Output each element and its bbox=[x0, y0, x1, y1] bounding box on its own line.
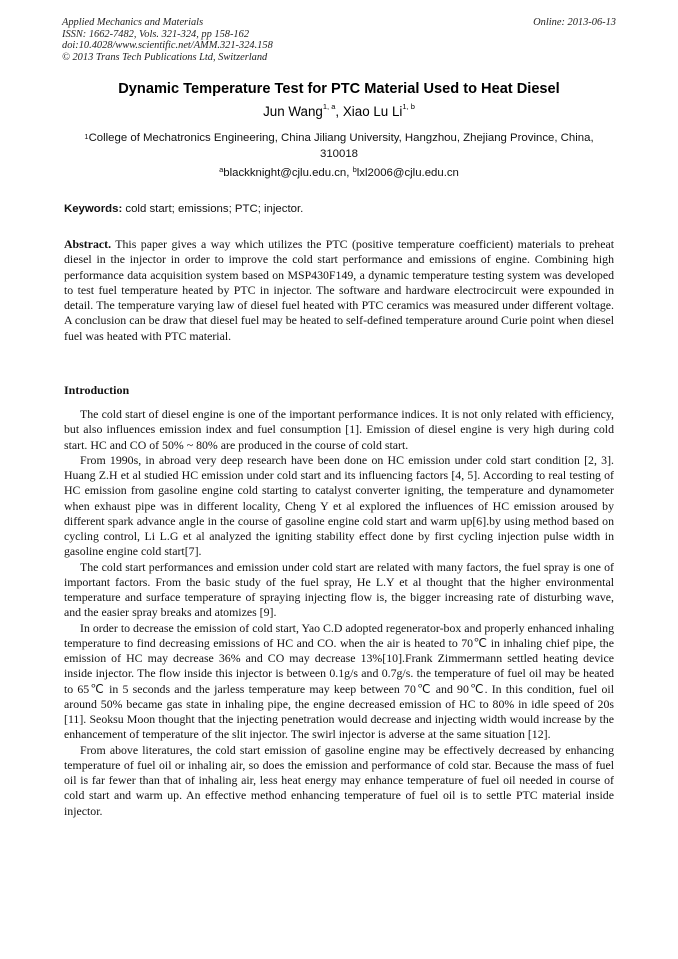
section-heading: Introduction bbox=[64, 383, 130, 397]
affiliation-text: College of Mechatronics Engineering, China Jiliang University, Hangzhou, Zhejiang Province, China, 310018 bbox=[88, 132, 594, 160]
keywords-text: cold start; emissions; PTC; injector. bbox=[122, 203, 304, 215]
email-link: lxl2006@cjlu.edu.cn bbox=[356, 167, 459, 179]
email-line bbox=[0, 167, 678, 179]
body-paragraph: In order to decrease the emission of cold start, Yao C.D adopted regenerator-box and properly enhanced inhaling temperature to find decreasing emissions of HC and CO. when the air is heated to 70℃ in inhaling chief pipe, the emission of HC may decrease 36% and CO may decrease 13%[10].Frank Zimmermann settled heating device inside injector. The flow inside this injector is between 0.1g/s and 0.7g/s. the temperature of fuel oil may be heated to 65℃ in 5 seconds and the jarless temperature may keep between 70℃ and 90℃. In this condition, fuel oil around 50% became gas state in inhaling pipe, the engine decreased emission of HC to 80% in idle speed of 20s [11]. Seoksu Moon thought that the injecting penetration would decrease and injecting width would increase by the enhancement of temperature of the slit injector. The swirl injector is adverse at the same situation [12]. bbox=[64, 620, 614, 742]
paper-title: Dynamic Temperature Test for PTC Material Used to Heat Diesel bbox=[118, 81, 560, 97]
journal-header bbox=[62, 17, 616, 63]
body-paragraph: From above literatures, the cold start emission of gasoline engine may be effectively decreased by enhancing temperature of fuel oil or inhaling air, so does the emission and performance of cold star. Because the mass of fuel oil is far fewer than that of inhaling air, less heat energy may enhance temperature of fuel oil needed in course of cold start and warm up. An effective method enhancing temperature of fuel oil is to settle PTC material inside injector. bbox=[64, 742, 614, 818]
email-superscript: b bbox=[352, 165, 357, 174]
author-separator: , bbox=[335, 104, 343, 119]
abstract-label: Abstract. bbox=[64, 237, 112, 251]
email-link: blackknight@cjlu.edu.cn, bbox=[223, 167, 353, 179]
introduction-body bbox=[64, 407, 614, 819]
author-name: Jun Wang bbox=[263, 104, 323, 119]
body-paragraph: From 1990s, in abroad very deep research have been done on HC emission under cold start condition [2, 3]. Huang Z.H et al studied HC emission under cold start and its influencing factors [4, 5]. According to real testing of HC emission from gasoline engine cold starting to catalyst converter igniting, the temperature and dynamometer when exhaust pipe was in different locality, Cheng Y et al explored the influences of HC emission aroused by different spark advance angle in the course of gasoline engine cold start and warm up[6].by using method based on cycling control, Li L.G et al analyzed the igniting stability effect done by first cycling injection pulse width in gasoline engine cold start[7]. bbox=[64, 452, 614, 559]
journal-name: Applied Mechanics and Materials bbox=[62, 17, 204, 28]
issn-line: ISSN: 1662-7482, Vols. 321-324, pp 158-162 bbox=[62, 28, 250, 40]
author-superscript: 1, b bbox=[402, 102, 415, 111]
copyright-line: © 2013 Trans Tech Publications Ltd, Switzerland bbox=[62, 51, 268, 63]
abstract-text: This paper gives a way which utilizes the PTC (positive temperature coefficient) materials to preheat diesel in the injector in order to improve the cold start performance and emissions of engine. Combining high performance data acquisition system based on MSP430F149, a dynamic temperature testing system was developed to test fuel temperature heated by PTC in injector. The software and hardware electrocircuit were expounded in detail. The temperature varying law of diesel fuel heated with PTC ceramics was measured under different voltage. A conclusion can be draw that diesel fuel may be heated to self-defined temperature around Curie point when diesel fuel was heated with PTC material. bbox=[64, 237, 614, 343]
affiliation-superscript: 1 bbox=[84, 132, 89, 141]
affiliation bbox=[70, 131, 608, 162]
body-paragraph: The cold start of diesel engine is one of the important performance indices. It is not only related with efficiency, but also influences emission index and fuel consumption [1]. Emission of diesel engine is very high during cold start. HC and CO of 50% ~ 80% are produced in the course of cold start. bbox=[64, 407, 614, 452]
online-date: Online: 2013-06-13 bbox=[533, 17, 616, 28]
keywords bbox=[64, 203, 303, 215]
doi-line: doi:10.4028/www.scientific.net/AMM.321-324.158 bbox=[62, 40, 273, 52]
body-paragraph: The cold start performances and emission under cold start are related with many factors, the fuel spray is one of important factors. From the basic study of the fuel spray, He L.Y et al thought that the higher environmental temperature and surface temperature of spraying injecting flow is, the bigger increasing rate of disturbing wave, and the easier spray breaks and atomizes [9]. bbox=[64, 559, 614, 620]
email-superscript: a bbox=[219, 165, 224, 174]
author-name: Xiao Lu Li bbox=[342, 104, 403, 119]
abstract bbox=[64, 237, 614, 344]
author-superscript: 1, a bbox=[322, 102, 336, 111]
author-line bbox=[0, 104, 678, 119]
keywords-label: Keywords: bbox=[64, 203, 123, 215]
